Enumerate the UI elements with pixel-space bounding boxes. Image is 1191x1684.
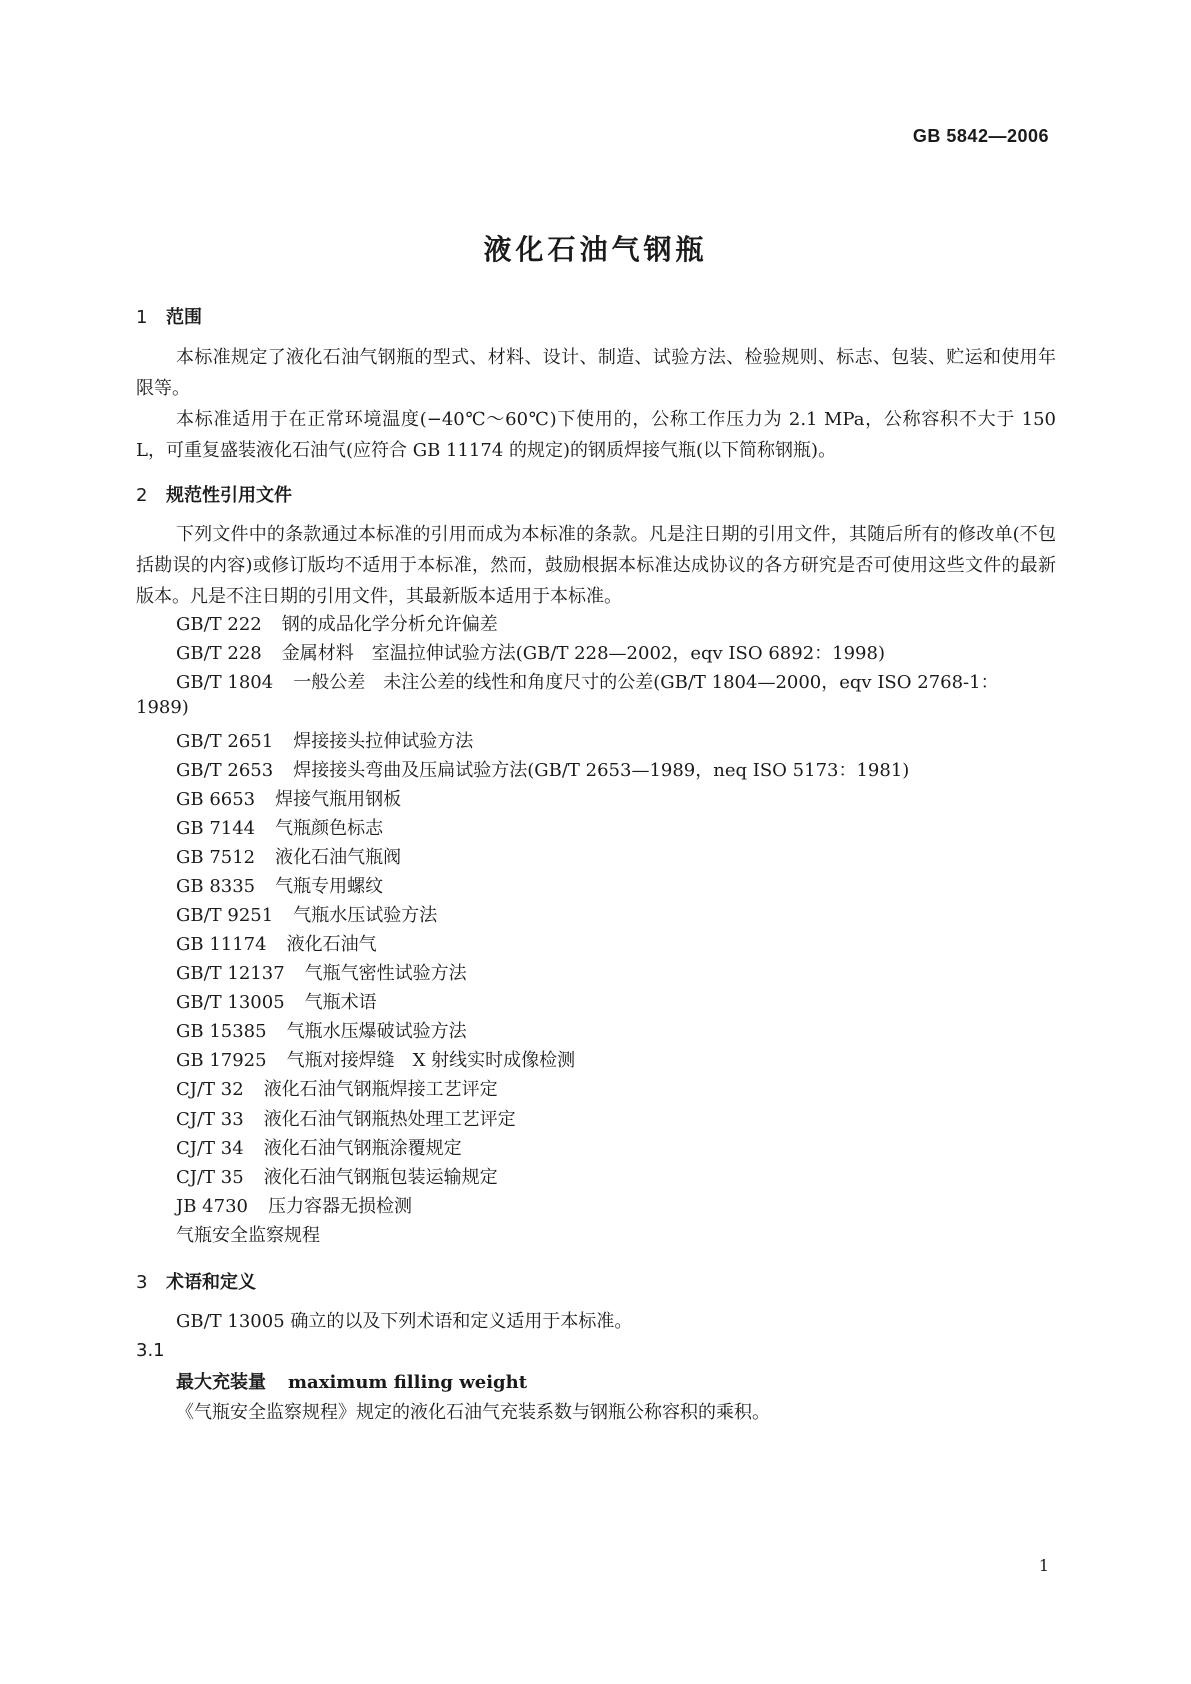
section-number: 2 [136,485,148,506]
reference-item [176,639,885,665]
reference-title: 气瓶水压试验方法 [293,905,438,926]
reference-title: 气瓶术语 [304,992,377,1013]
reference-item [176,1017,467,1043]
section-title: 规范性引用文件 [166,485,292,506]
section-title: 范围 [166,307,202,328]
page-number: 1 [1038,1556,1049,1575]
section-heading-normative-references [136,481,292,507]
reference-code: CJ/T 34 [176,1138,244,1159]
reference-item [176,756,909,782]
reference-item [176,1192,412,1218]
reference-code: GB/T 222 [176,614,262,635]
reference-code: GB 15385 [176,1021,267,1042]
reference-title: 气瓶水压爆破试验方法 [286,1021,467,1042]
reference-title: 焊接接头弯曲及压扁试验方法(GB/T 2653—1989，neq ISO 5173：1981) [293,760,910,781]
reference-item [176,727,473,753]
reference-item [176,843,401,869]
scope-paragraph-2: 本标准适用于在正常环境温度(−40℃～60℃)下使用的，公称工作压力为 2.1 MPa，公称容积不大于 150 L，可重复盛装液化石油气(应符合 GB 11174 的规定)的钢质焊接气瓶(以下简称钢瓶)。 [136,409,1056,461]
term-entry [176,1368,527,1394]
reference-title: 液化石油气钢瓶焊接工艺评定 [263,1079,498,1100]
reference-code: GB/T 9251 [176,905,274,926]
subclause-number: 3.1 [136,1340,165,1361]
reference-code: CJ/T 35 [176,1167,244,1188]
reference-title: 一般公差 未注公差的线性和角度尺寸的公差(GB/T 1804—2000，eqv ISO 2768-1： [293,672,999,693]
reference-code: GB/T 2653 [176,760,274,781]
section-title: 术语和定义 [166,1272,256,1293]
scope-paragraph-1: 本标准规定了液化石油气钢瓶的型式、材料、设计、制造、试验方法、检验规则、标志、包装、贮运和使用年限等。 [136,347,1056,399]
references-intro: 下列文件中的条款通过本标准的引用而成为本标准的条款。凡是注日期的引用文件，其随后所有的修改单(不包括勘误的内容)或修订版均不适用于本标准，然而，鼓励根据本标准达成协议的各方研究是否可使用这些文件的最新版本。凡是不注日期的引用文件，其最新版本适用于本标准。 [136,524,1056,607]
reference-code: GB/T 12137 [176,963,285,984]
term-definition: 《气瓶安全监察规程》规定的液化石油气充装系数与钢瓶公称容积的乘积。 [176,1402,770,1423]
reference-code: CJ/T 33 [176,1109,244,1130]
reference-code: GB/T 228 [176,643,262,664]
reference-title: 气瓶专用螺纹 [275,876,384,897]
reference-item [176,814,383,840]
reference-code: GB 7144 [176,818,256,839]
terms-intro: GB/T 13005 确立的以及下列术语和定义适用于本标准。 [176,1311,633,1332]
section-number: 1 [136,307,148,328]
reference-continuation: 1989) [136,697,189,718]
reference-title: 金属材料 室温拉伸试验方法(GB/T 228—2002，eqv ISO 6892：1998) [281,643,885,664]
reference-title: 钢的成品化学分析允许偏差 [281,614,498,635]
reference-title: 气瓶安全监察规程 [176,1225,320,1246]
reference-title: 液化石油气瓶阀 [275,847,402,868]
reference-title: 液化石油气钢瓶包装运输规定 [263,1167,498,1188]
reference-code: GB 17925 [176,1050,267,1071]
reference-item [176,1075,498,1101]
term-chinese: 最大充装量 [176,1372,266,1393]
reference-title: 压力容器无损检测 [267,1196,412,1217]
reference-item [176,668,999,694]
standard-number: GB 5842—2006 [912,126,1049,146]
reference-code: CJ/T 32 [176,1079,244,1100]
section-number: 3 [136,1272,148,1293]
reference-code: GB/T 13005 [176,992,285,1013]
reference-code: GB/T 2651 [176,731,274,752]
reference-item [176,1105,516,1131]
reference-item [176,988,377,1014]
reference-code: GB 6653 [176,789,256,810]
term-english: maximum filling weight [288,1372,528,1393]
section-heading-terms-definitions [136,1268,256,1294]
reference-item [176,1163,498,1189]
reference-item [176,1134,462,1160]
reference-item [176,1046,575,1072]
reference-title: 液化石油气钢瓶涂覆规定 [263,1138,462,1159]
reference-code: GB 11174 [176,934,267,955]
reference-item [176,930,377,956]
reference-title: 气瓶气密性试验方法 [304,963,467,984]
reference-code: GB/T 1804 [176,672,274,693]
reference-title: 液化石油气钢瓶热处理工艺评定 [263,1109,516,1130]
reference-code: JB 4730 [176,1196,248,1217]
reference-title: 液化石油气 [286,934,377,955]
reference-title: 焊接气瓶用钢板 [275,789,402,810]
reference-item [176,959,467,985]
reference-code: GB 8335 [176,876,256,897]
reference-item [176,872,383,898]
reference-item [176,1221,320,1247]
reference-title: 气瓶颜色标志 [275,818,384,839]
reference-item [176,901,437,927]
reference-item [176,785,401,811]
reference-code: GB 7512 [176,847,256,868]
section-heading-scope [136,303,202,329]
reference-item [176,610,498,636]
document-title: 液化石油气钢瓶 [483,233,708,266]
reference-title: 气瓶对接焊缝 X 射线实时成像检测 [286,1050,576,1071]
reference-title: 焊接接头拉伸试验方法 [293,731,474,752]
